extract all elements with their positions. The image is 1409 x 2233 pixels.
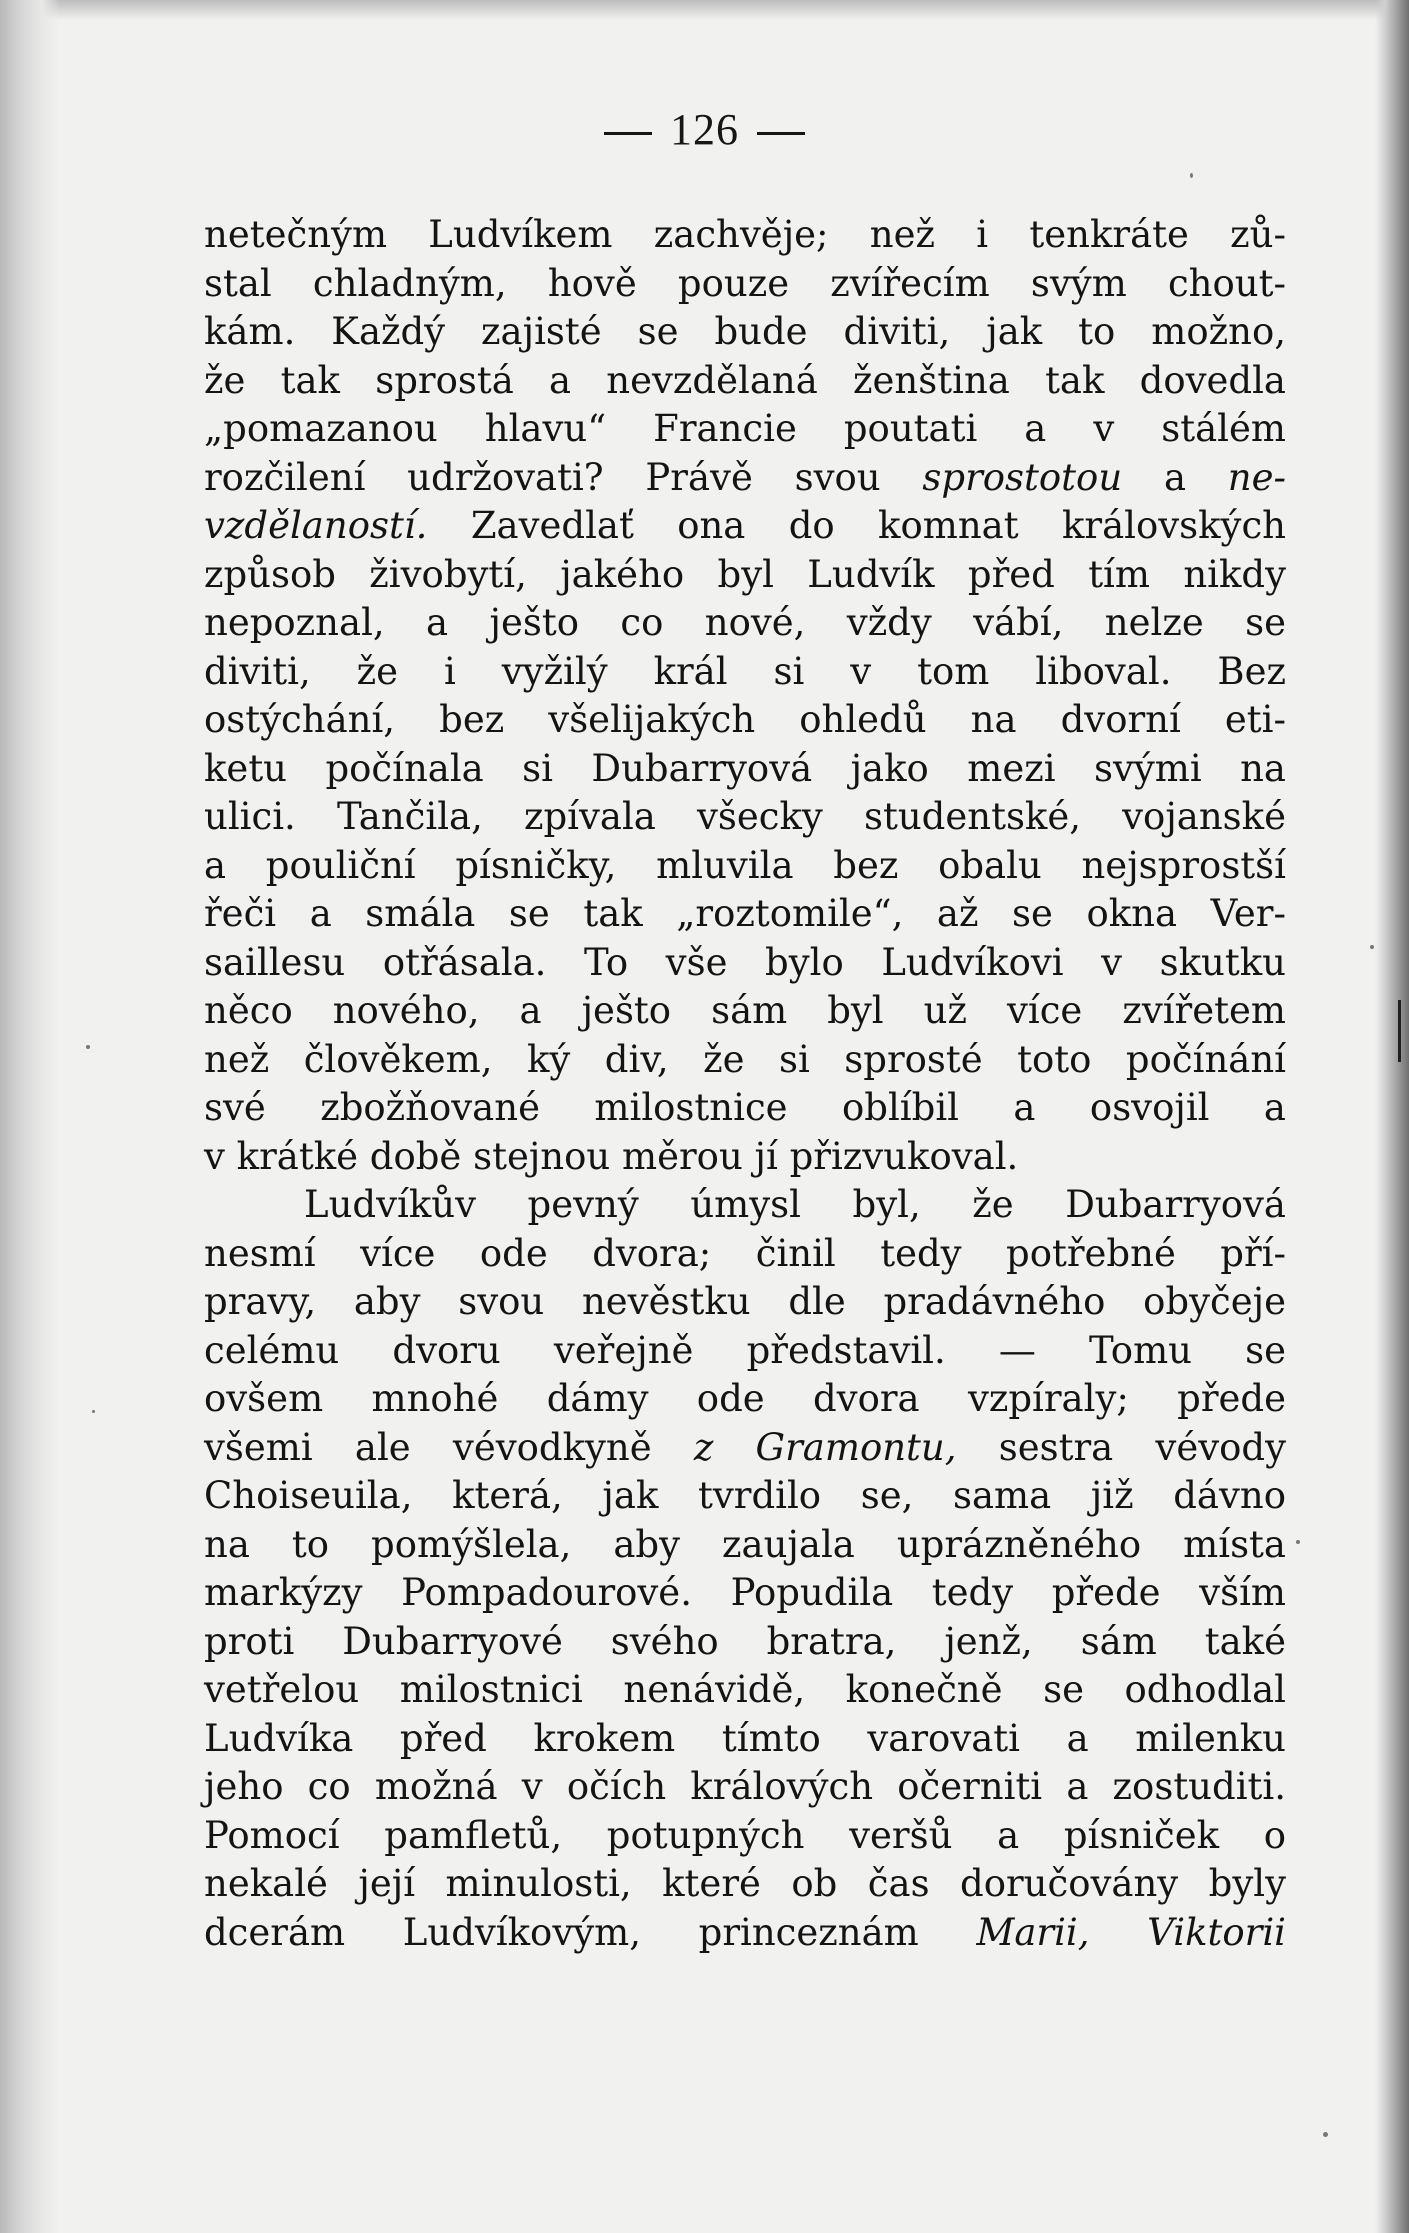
text-line xyxy=(204,1860,1286,1909)
text-run: ovšem mnohé dámy ode dvora vzpíraly; přede xyxy=(204,1377,1286,1420)
text-line xyxy=(204,260,1286,309)
text-run: v krátké době stejnou měrou jí přizvukoval. xyxy=(204,1134,1019,1178)
text-line xyxy=(204,1521,1286,1570)
text-line xyxy=(204,793,1286,842)
text-line xyxy=(204,1424,1286,1473)
header-dash-left xyxy=(604,132,652,135)
text-run: nesmí více ode dvora; činil tedy potřebné pří- xyxy=(204,1231,1286,1275)
text-run: diviti, že i vyžilý král si v tom liboval. Bez xyxy=(204,649,1286,693)
page-number-header xyxy=(0,104,1409,155)
text-line xyxy=(204,1715,1286,1764)
paper-speck xyxy=(1370,945,1374,949)
text-line xyxy=(204,1618,1286,1667)
text-run: Ludvíkův pevný úmysl byl, že Dubarryová xyxy=(304,1183,1286,1226)
text-run: proti Dubarryové svého bratra, jenž, sám také xyxy=(204,1619,1286,1663)
text-line xyxy=(204,1763,1286,1812)
text-run: než člověkem, ký div, že si sprosté toto počínání xyxy=(204,1037,1286,1081)
text-run: nekalé její minulosti, které ob čas doručovány byly xyxy=(204,1862,1286,1905)
text-run: a pouliční písničky, mluvila bez obalu nejsprostší xyxy=(204,843,1286,887)
text-line xyxy=(204,308,1286,357)
text-line xyxy=(204,1666,1286,1715)
text-run: netečným Ludvíkem zachvěje; než i tenkráte zů- xyxy=(204,213,1286,256)
left-gutter-shadow xyxy=(0,0,60,2233)
text-line xyxy=(204,890,1286,939)
text-run: celému dvoru veřejně představil. — Tomu se xyxy=(204,1328,1286,1372)
text-line xyxy=(204,1278,1286,1327)
text-line xyxy=(204,648,1286,697)
text-run: pravy, aby svou nevěstku dle pradávného obyčeje xyxy=(204,1280,1286,1323)
text-run: ketu počínala si Dubarryová jako mezi svými na xyxy=(204,746,1286,790)
text-run: že tak sprostá a nevzdělaná ženština tak dovedla xyxy=(204,358,1286,402)
text-line xyxy=(204,502,1286,551)
text-run: Ludvíka před krokem tímto varovati a milenku xyxy=(204,1716,1286,1760)
text-line xyxy=(204,1569,1286,1618)
top-edge-shadow xyxy=(0,0,1409,20)
right-edge-shadow xyxy=(1375,0,1409,2233)
italic-text: vzdělaností. xyxy=(204,504,428,547)
text-run: jeho co možná v očích králových očerniti a zostuditi. xyxy=(204,1765,1286,1808)
text-run: své zbožňované milostnice oblíbil a osvojil a xyxy=(204,1086,1286,1129)
text-run: stal chladným, hově pouze zvířecím svým chout- xyxy=(204,261,1286,305)
text-line xyxy=(204,1181,1286,1230)
header-dash-right xyxy=(757,132,805,135)
text-run: vetřelou milostnici nenávidě, konečně se odhodlal xyxy=(204,1668,1286,1711)
text-line xyxy=(204,1327,1286,1376)
text-line xyxy=(204,551,1286,600)
text-run: rozčilení udržovati? Právě svou xyxy=(204,455,881,499)
text-line xyxy=(204,599,1286,648)
text-line xyxy=(204,454,1286,503)
page-number: 126 xyxy=(670,105,739,154)
text-run: saillesu otřásala. To vše bylo Ludvíkovi v skutku xyxy=(204,940,1286,984)
italic-text: sprostotou xyxy=(922,455,1123,499)
text-line xyxy=(204,1472,1286,1521)
paper-speck xyxy=(92,1410,95,1413)
text-line xyxy=(204,1084,1286,1133)
text-run: Pomocí pamfletů, potupných veršů a písniček o xyxy=(204,1813,1286,1857)
text-line xyxy=(204,696,1286,745)
text-line xyxy=(204,357,1286,406)
text-run: sestra vévody xyxy=(998,1425,1286,1469)
text-run: markýzy Pompadourové. Popudila tedy přede vším xyxy=(204,1571,1286,1614)
text-run: řeči a smála se tak „roztomile“, až se okna Ver- xyxy=(204,892,1286,935)
text-run: dcerám Ludvíkovým, princeznám xyxy=(204,1910,919,1954)
text-line xyxy=(204,987,1286,1036)
text-run: „pomazanou hlavu“ Francie poutati a v stálém xyxy=(204,407,1286,450)
text-line xyxy=(204,745,1286,794)
text-run: ostýchání, bez všelijakých ohledů na dvorní eti- xyxy=(204,698,1286,741)
body-text xyxy=(204,211,1286,1957)
text-run: kám. Každý zajisté se bude diviti, jak to možno, xyxy=(204,310,1286,353)
text-run: Choiseuila, která, jak tvrdilo se, sama již dávno xyxy=(204,1474,1286,1517)
text-run: všemi ale vévodkyně xyxy=(204,1425,652,1469)
italic-text: Viktorii xyxy=(1147,1910,1286,1954)
text-line xyxy=(204,1909,1286,1958)
paper-speck xyxy=(86,1045,90,1049)
text-run: něco nového, a ješto sám byl už více zvířetem xyxy=(204,989,1286,1032)
italic-text: ne- xyxy=(1227,455,1287,499)
text-run: a xyxy=(1163,455,1186,499)
text-run: nepoznal, a ješto co nové, vždy vábí, nelze se xyxy=(204,601,1286,644)
italic-text: z Gramontu, xyxy=(693,1425,957,1469)
text-line xyxy=(204,1812,1286,1861)
edge-mark xyxy=(1398,1000,1401,1062)
text-line xyxy=(204,1230,1286,1279)
text-run: na to pomýšlela, aby zaujala uprázněného místa xyxy=(204,1522,1286,1566)
text-run: ulici. Tančila, zpívala všecky studentské, vojanské xyxy=(204,795,1286,838)
text-line xyxy=(204,211,1286,260)
paper-speck xyxy=(1190,173,1193,178)
text-line xyxy=(204,405,1286,454)
text-run: způsob živobytí, jakého byl Ludvík před tím nikdy xyxy=(204,552,1286,596)
text-line xyxy=(204,939,1286,988)
text-line xyxy=(204,1133,1286,1182)
paper-speck xyxy=(1296,1540,1300,1544)
italic-text: Marii, xyxy=(976,1910,1090,1954)
text-line xyxy=(204,842,1286,891)
text-line xyxy=(204,1036,1286,1085)
text-line xyxy=(204,1375,1286,1424)
paper-speck xyxy=(1323,2132,1328,2137)
text-run: Zavedlať ona do komnat královských xyxy=(470,504,1287,547)
